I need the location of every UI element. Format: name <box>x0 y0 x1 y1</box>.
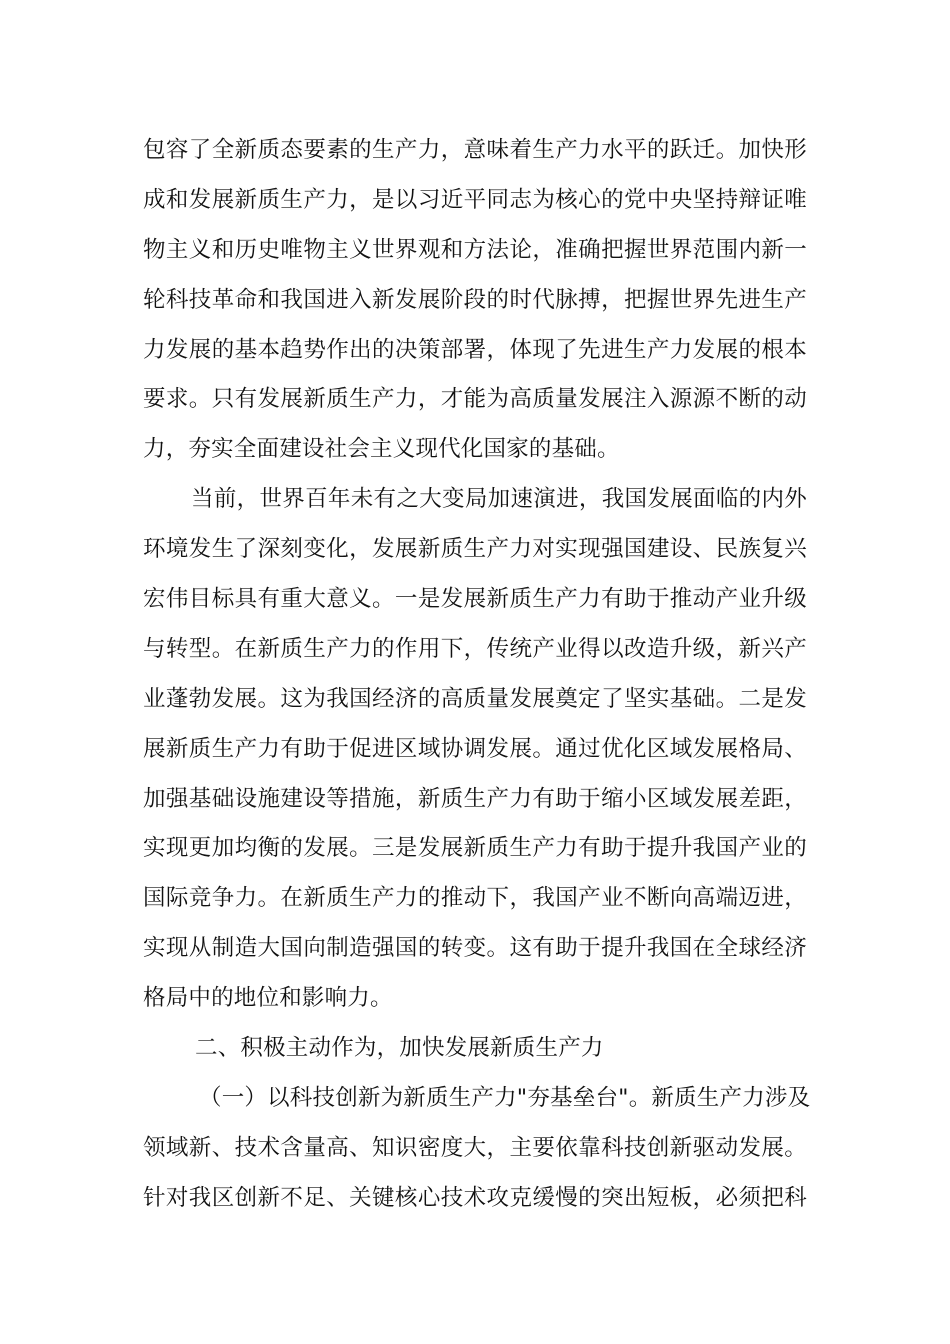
text-line: 加强基础设施建设等措施，新质生产力有助于缩小区域发展差距， <box>143 785 807 812</box>
text-line: 国际竞争力。在新质生产力的推动下，我国产业不断向高端迈进， <box>143 885 807 912</box>
section-heading: 二、积极主动作为，加快发展新质生产力 <box>195 1035 604 1062</box>
text-line: 实现更加均衡的发展。三是发展新质生产力有助于提升我国产业的 <box>143 835 807 862</box>
text-line: 当前，世界百年未有之大变局加速演进，我国发展面临的内外 <box>191 486 807 513</box>
paragraph-3 <box>143 1074 811 1224</box>
text-line: 实现从制造大国向制造强国的转变。这有助于提升我国在全球经济 <box>143 935 807 962</box>
text-line: 宏伟目标具有重大意义。一是发展新质生产力有助于推动产业升级 <box>143 586 807 613</box>
paragraph-1 <box>143 126 807 475</box>
text-line: 包容了全新质态要素的生产力，意味着生产力水平的跃迁。加快形 <box>143 137 807 163</box>
text-line: 成和发展新质生产力，是以习近平同志为核心的党中央坚持辩证唯 <box>143 186 807 213</box>
text-line: 力发展的基本趋势作出的决策部署，体现了先进生产力发展的根本 <box>143 336 807 363</box>
text-line: 物主义和历史唯物主义世界观和方法论，准确把握世界范围内新一 <box>143 236 807 263</box>
text-line: 环境发生了深刻变化，发展新质生产力对实现强国建设、民族复兴 <box>143 536 807 563</box>
text-line: 展新质生产力有助于促进区域协调发展。通过优化区域发展格局、 <box>143 735 807 762</box>
text-line: 力，夯实全面建设社会主义现代化国家的基础。 <box>143 436 620 463</box>
text-line: 针对我区创新不足、关键核心技术攻克缓慢的突出短板，必须把科 <box>143 1184 807 1211</box>
text-line: 要求。只有发展新质生产力，才能为高质量发展注入源源不断的动 <box>143 386 807 413</box>
text-line: 格局中的地位和影响力。 <box>143 985 393 1012</box>
text-line: （一）以科技创新为新质生产力"夯基垒台"。新质生产力涉及 <box>199 1084 811 1111</box>
document-page <box>143 126 811 1224</box>
text-line: 轮科技革命和我国进入新发展阶段的时代脉搏，把握世界先进生产 <box>143 286 807 313</box>
text-line: 与转型。在新质生产力的作用下，传统产业得以改造升级，新兴产 <box>143 635 807 662</box>
paragraph-2 <box>143 475 807 1024</box>
text-line: 领域新、技术含量高、知识密度大，主要依靠科技创新驱动发展。 <box>143 1134 807 1161</box>
text-line: 业蓬勃发展。这为我国经济的高质量发展奠定了坚实基础。二是发 <box>143 685 807 712</box>
